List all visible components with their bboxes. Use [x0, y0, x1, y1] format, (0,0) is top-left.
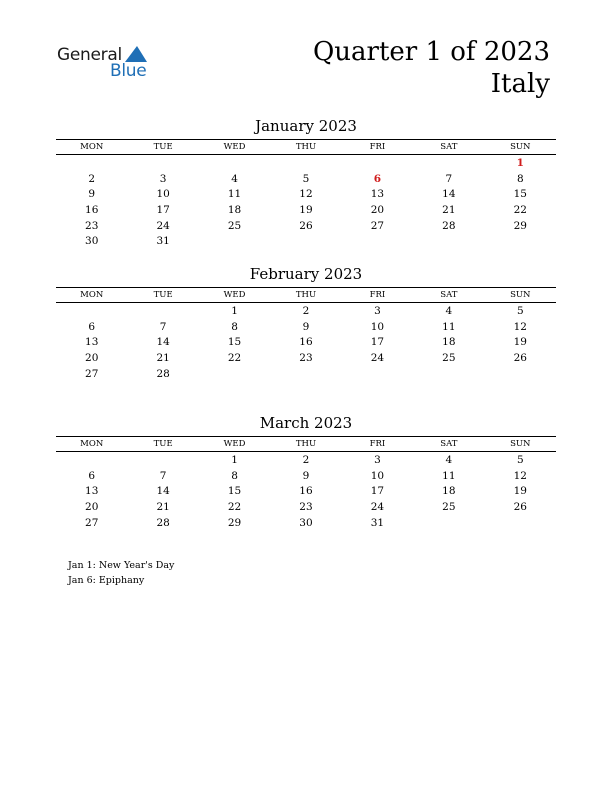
month-title: March 2023: [259, 414, 353, 432]
empty-day-cell: [127, 304, 198, 320]
day-cell: 12: [299, 188, 313, 201]
day-cell: 26: [299, 219, 313, 232]
day-cell: 28: [442, 219, 456, 232]
day-cell: 22: [227, 352, 242, 365]
day-cell: 8: [231, 469, 238, 482]
logo-triangle-icon: [125, 46, 147, 62]
day-cell: 5: [302, 172, 310, 185]
empty-day-cell: [342, 156, 413, 172]
day-cell: 25: [227, 219, 242, 232]
day-cell: 13: [85, 485, 99, 498]
day-cell: 19: [513, 336, 527, 349]
weekday-sun: SUN: [510, 290, 531, 300]
day-cell: 2: [302, 454, 310, 466]
empty-day-cell: [199, 156, 270, 172]
day-cell: 10: [370, 320, 385, 333]
weekday-fri: FRI: [369, 439, 386, 449]
day-cell: 21: [156, 352, 170, 365]
holiday-note: Jan 6: Epiphany: [68, 574, 145, 586]
day-cell: 16: [299, 485, 313, 498]
day-cell: 4: [445, 305, 453, 317]
day-cell: 12: [513, 320, 527, 333]
day-cell: 26: [513, 352, 527, 365]
weekday-sat: SAT: [440, 439, 458, 449]
day-cell: 21: [442, 204, 456, 217]
day-cell: 27: [85, 516, 99, 529]
day-cell: 28: [156, 516, 170, 529]
day-cell: 15: [227, 336, 242, 349]
day-cell: 30: [85, 235, 99, 248]
day-cell: 22: [227, 501, 242, 514]
day-cell: 29: [227, 516, 242, 529]
empty-day-cell: [56, 304, 127, 320]
day-cell: 14: [442, 188, 456, 201]
day-cell: 26: [513, 501, 527, 514]
day-cell: 6: [88, 469, 96, 482]
weekday-sun: SUN: [510, 439, 531, 449]
day-cell: 27: [370, 219, 385, 232]
day-cell: 4: [231, 172, 238, 185]
day-cell: 2: [302, 305, 310, 317]
weekday-header: [56, 139, 556, 155]
month-calendar-february: [56, 264, 556, 382]
day-cell: 2: [88, 172, 96, 185]
day-cell: 14: [156, 336, 170, 349]
logo-text-blue: Blue: [110, 61, 147, 81]
weekday-fri: FRI: [369, 142, 386, 152]
weekday-header: [56, 287, 556, 303]
day-cell: 24: [370, 352, 385, 365]
day-cell: 13: [85, 336, 99, 349]
day-cell: 11: [227, 188, 242, 201]
weekday-sat: SAT: [440, 290, 458, 300]
holiday-note: Jan 1: New Year's Day: [68, 560, 175, 571]
day-cell: 19: [513, 485, 527, 498]
day-cell: 5: [516, 305, 524, 317]
month-calendar-march: [56, 413, 556, 531]
weekday-wed: WED: [223, 439, 246, 449]
country-title: Italy: [490, 69, 550, 99]
day-cell: 10: [156, 188, 170, 201]
empty-day-cell: [127, 156, 198, 172]
empty-day-cell: [413, 156, 484, 172]
weekday-header: [56, 436, 556, 452]
day-cell: 28: [156, 367, 170, 380]
day-cell: 17: [156, 204, 170, 217]
month-title: January 2023: [255, 117, 357, 135]
day-cell: 15: [227, 485, 242, 498]
month-title: February 2023: [249, 265, 363, 283]
day-grid: [56, 453, 556, 531]
month-calendar-january: [56, 116, 556, 250]
empty-day-cell: [56, 453, 127, 469]
day-cell: 31: [370, 516, 385, 529]
day-cell: 12: [513, 469, 527, 482]
day-cell: 29: [513, 219, 527, 232]
day-cell: 14: [156, 485, 170, 498]
day-cell: 18: [442, 336, 456, 349]
day-cell: 18: [227, 204, 242, 217]
day-cell: 20: [370, 204, 385, 217]
day-cell: 13: [370, 188, 385, 201]
logo-text-general: General: [57, 45, 122, 65]
quarter-title: Quarter 1 of 2023: [312, 37, 550, 67]
day-cell: 9: [302, 320, 310, 333]
day-cell: 7: [159, 469, 167, 482]
day-cell: 18: [442, 485, 456, 498]
weekday-mon: MON: [80, 142, 104, 152]
day-cell: 3: [159, 172, 167, 185]
weekday-wed: WED: [223, 142, 246, 152]
day-cell: 25: [442, 501, 456, 514]
day-cell: 3: [374, 305, 381, 317]
day-cell: 3: [374, 454, 381, 466]
holiday-day-cell: 1: [516, 157, 524, 169]
day-cell: 8: [516, 172, 524, 185]
day-cell: 10: [370, 469, 385, 482]
weekday-tue: TUE: [153, 142, 173, 152]
weekday-tue: TUE: [153, 439, 173, 449]
day-cell: 20: [85, 352, 99, 365]
weekday-mon: MON: [80, 439, 104, 449]
day-cell: 20: [85, 501, 99, 514]
weekday-thu: THU: [295, 290, 317, 300]
day-cell: 16: [85, 204, 99, 217]
day-grid: [56, 304, 556, 382]
day-cell: 9: [88, 188, 96, 201]
day-cell: 21: [156, 501, 170, 514]
weekday-thu: THU: [295, 439, 317, 449]
holiday-day-cell: 6: [373, 172, 382, 185]
day-cell: 23: [299, 352, 313, 365]
weekday-thu: THU: [295, 142, 317, 152]
day-cell: 23: [299, 501, 313, 514]
title-block: [313, 36, 550, 100]
day-cell: 4: [445, 454, 453, 466]
day-cell: 19: [299, 204, 313, 217]
weekday-tue: TUE: [153, 290, 173, 300]
day-cell: 15: [513, 188, 527, 201]
empty-day-cell: [270, 156, 341, 172]
empty-day-cell: [56, 156, 127, 172]
day-cell: 30: [299, 516, 313, 529]
day-cell: 1: [231, 305, 238, 317]
weekday-sun: SUN: [510, 142, 531, 152]
day-cell: 7: [159, 320, 167, 333]
weekday-fri: FRI: [369, 290, 386, 300]
day-cell: 24: [156, 219, 170, 232]
day-cell: 23: [85, 219, 99, 232]
day-cell: 9: [302, 469, 310, 482]
weekday-wed: WED: [223, 290, 246, 300]
day-cell: 6: [88, 320, 96, 333]
day-cell: 27: [85, 367, 99, 380]
day-cell: 11: [442, 469, 456, 482]
day-cell: 24: [370, 501, 385, 514]
day-cell: 8: [231, 320, 238, 333]
day-cell: 16: [299, 336, 313, 349]
day-cell: 17: [370, 485, 385, 498]
day-cell: 25: [442, 352, 456, 365]
day-cell: 22: [513, 204, 527, 217]
day-cell: 7: [445, 172, 453, 185]
weekday-sat: SAT: [440, 142, 458, 152]
empty-day-cell: [127, 453, 198, 469]
holiday-notes: [68, 559, 174, 588]
weekday-mon: MON: [80, 290, 104, 300]
generalblue-logo: [57, 42, 167, 82]
day-cell: 1: [231, 454, 238, 466]
day-grid: [56, 156, 556, 250]
day-cell: 11: [442, 320, 456, 333]
day-cell: 31: [156, 235, 170, 248]
day-cell: 5: [516, 454, 524, 466]
day-cell: 17: [370, 336, 385, 349]
